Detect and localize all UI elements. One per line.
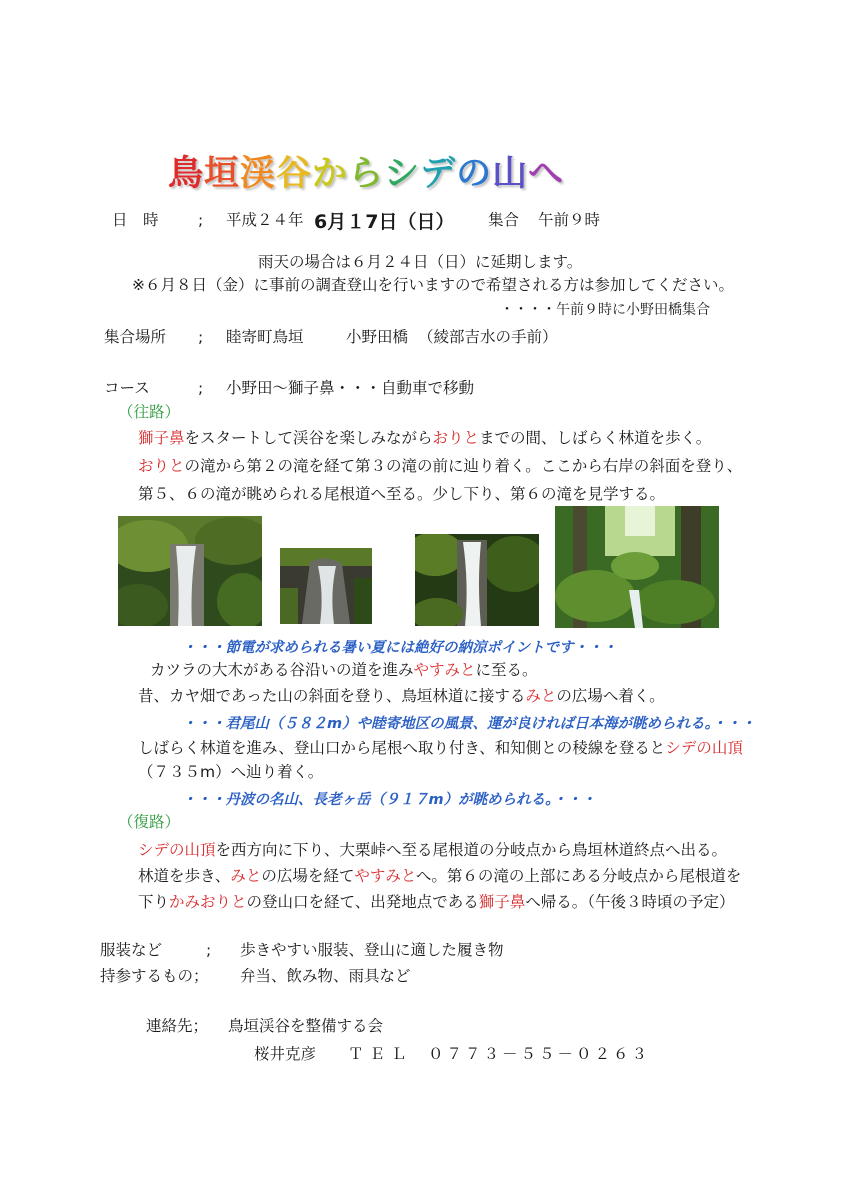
contact-person: 桜井克彦 <box>254 1045 317 1063</box>
outbound-line-7: （７３５m）へ辿り着く。 <box>138 763 324 781</box>
title-char: 鳥 <box>168 154 205 194</box>
place-orito: おりと <box>138 457 185 475</box>
place-shide-summit: シデの山頂 <box>138 841 216 859</box>
rain-note: 雨天の場合は６月２４日（日）に延期します。 <box>258 253 583 271</box>
place-mito: みと <box>525 687 557 705</box>
meeting-label: 集合場所 <box>104 328 167 346</box>
items-text: 弁当、飲み物、雨具など <box>240 967 411 985</box>
meeting-note: （綾部吉水の手前） <box>418 328 558 346</box>
contact-org: 鳥垣渓谷を整備する会 <box>228 1017 384 1035</box>
bullet-note-3: ・・・丹波の名山、長老ヶ岳（９１７m）が眺められる。・・・ <box>182 792 596 808</box>
course-text: 小野田～獅子鼻・・・自動車で移動 <box>226 379 475 397</box>
outbound-line-2: おりとの滝から第２の滝を経て第３の滝の前に辿り着く。ここから右岸の斜面を登り、 <box>138 457 743 475</box>
return-line-2: 林道を歩き、みとの広場を経てやすみとへ。第６の滝の上部にある分岐点から尾根道を <box>138 867 742 885</box>
survey-meet: ・・・・午前９時に小野田橋集合 <box>500 302 710 318</box>
bullet-note-1: ・・・節電が求められる暑い夏には絶好の納涼ポイントです・・・ <box>182 640 617 656</box>
title-char: の <box>456 154 493 194</box>
place-yasumito: やすみと <box>413 661 476 679</box>
return-heading: （復路） <box>118 813 181 831</box>
outbound-line-1: 獅子鼻をスタートして渓谷を楽しみながらおりとまでの間、しばらく林道を歩く。 <box>138 429 712 447</box>
survey-note: ※６月８日（金）に事前の調査登山を行いますので希望される方は参加してください。 <box>132 276 734 294</box>
title-char: 垣 <box>204 154 241 194</box>
meeting-bridge: 小野田橋 <box>346 328 409 346</box>
meeting-sep: ; <box>198 328 204 346</box>
return-line-1: シデの山頂を西方向に下り、大栗峠へ至る尾根道の分岐点から鳥垣林道終点へ出る。 <box>138 841 728 859</box>
outbound-line-5: 昔、カヤ畑であった山の斜面を登り、鳥垣林道に接するみとの広場へ着く。 <box>138 687 665 705</box>
date-prefix: 平成２４年 <box>226 211 304 229</box>
outbound-line-3: 第５、６の滝が眺められる尾根道へ至る。少し下り、第６の滝を見学する。 <box>138 485 666 503</box>
title-char: シ <box>384 154 421 194</box>
outbound-line-4: カツラの大木がある谷沿いの道を進みやすみとに至る。 <box>150 661 538 679</box>
title-char: へ <box>528 154 565 194</box>
gather-time: 午前９時 <box>538 211 601 229</box>
date-day: 6月１7日（日） <box>314 211 455 233</box>
page-title <box>168 146 564 196</box>
title-char: デ <box>420 154 457 194</box>
outbound-line-6: しばらく林道を進み、登山口から尾根へ取り付き、和知側との稜線を登るとシデの山頂 <box>138 739 743 757</box>
clothes-label: 服装など <box>100 941 163 959</box>
waterfall-photo-1 <box>118 516 262 626</box>
title-char: 山 <box>492 154 529 194</box>
place-orito: おりと <box>432 429 480 447</box>
tel-label: ＴＥＬ <box>348 1045 413 1063</box>
tel-number: ０７７３－５５－０２６３ <box>428 1045 651 1063</box>
date-sep: ; <box>198 211 204 229</box>
contact-label: 連絡先； <box>146 1017 209 1035</box>
course-sep: ; <box>198 379 204 397</box>
title-char: ら <box>348 154 385 194</box>
place-shishibana: 獅子鼻 <box>138 429 185 447</box>
clothes-sep: ; <box>206 941 212 959</box>
gather-label: 集合 <box>488 211 520 229</box>
title-char: か <box>312 154 349 194</box>
clothes-text: 歩きやすい服装、登山に適した履き物 <box>240 941 504 959</box>
forest-stream-photo <box>555 506 719 628</box>
place-shide-summit: シデの山頂 <box>665 739 743 757</box>
waterfall-photo-2 <box>280 548 372 624</box>
items-label: 持参するもの； <box>100 967 209 985</box>
meeting-place: 睦寄町鳥垣 <box>226 328 304 346</box>
bullet-note-2: ・・・君尾山（５８２m）や睦寄地区の風景、運が良ければ日本海が眺められる。・・・ <box>182 716 756 732</box>
outbound-heading: （往路） <box>118 403 181 421</box>
return-line-3: 下りかみおりとの登山口を経て、出発地点である獅子鼻へ帰る。（午後３時頃の予定） <box>138 893 735 911</box>
title-char: 谷 <box>276 154 313 194</box>
course-label: コース <box>104 379 150 397</box>
title-char: 渓 <box>240 154 277 194</box>
waterfall-photo-3 <box>415 534 539 626</box>
date-label: 日 時 <box>112 211 159 229</box>
